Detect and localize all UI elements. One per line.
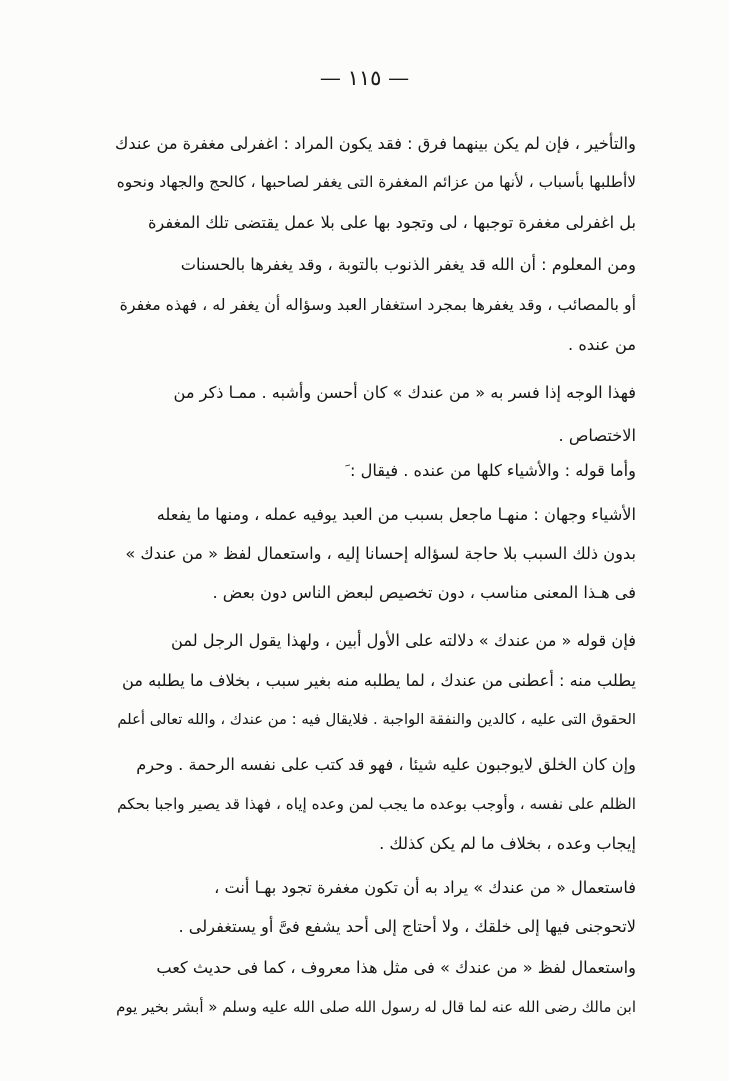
paragraph-6: [114, 633, 636, 728]
text-line: بل اغفرلى مغفرة توجبها ، لى وتجود بها على بلا عمل يقتضى تلك المغفرة: [147, 212, 636, 232]
text-line: ابن مالك رضى الله عنه لما قال له رسول الله صلى الله عليه وسلم « أبشر بخير يوم: [116, 998, 636, 1017]
text-line: لاأطلبها بأسباب ، لأنها من عزائم المغفرة التى يغفر لصاحبها ، كالحج والجهاد ونحوه: [116, 173, 636, 192]
text-line: أو بالمصائب ، وقد يغفرها بمجرد استغفار العبد وسؤاله أن يغفر له ، فهذه مغفرة: [119, 295, 636, 315]
text-line: وأما قوله : والأشياء كلها من عنده . فيقال : َ: [345, 461, 636, 480]
text-line: فاستعمال « من عندك » يراد به أن تكون مغفرة تجود بهـا أنت ،: [214, 878, 636, 897]
text-line: والتأخير ، فإن لم يكن بينهما فرق : فقد يكون المراد : اغفرلى مغفرة من عندك: [115, 134, 636, 153]
text-line: فهذا الوجه إذا فسر به « من عندك » كان أحسن وأشبه . ممـا ذكر من: [173, 383, 636, 402]
text-line: فى هـذا المعنى مناسب ، دون تخصيص لبعض الناس دون بعض .: [212, 583, 636, 603]
paragraph-1: [114, 136, 636, 231]
paragraph-4: [114, 463, 636, 479]
text-line: الظلم على نفسه ، وأوجب بوعده ما يجب لمن وعده إياه ، فهذا قد يصير واجبا بحكم: [117, 795, 636, 814]
text-line: ومن المعلوم : أن الله قد يغفر الذنوب بالتوبة ، وقد يغفرها بالحسنات: [180, 255, 636, 274]
text-line: الاختصاص .: [558, 426, 636, 446]
text-line: واستعمال لفظ « من عندك » فى مثل هذا معروف ، كما فى حديث كعب: [156, 958, 636, 977]
text-line: يطلب منه : أعطنى من عندك ، لما يطلبه منه بغير سبب ، بخلاف ما يطلبه من: [121, 671, 636, 691]
text-line: فإن قوله « من عندك » دلالته على الأول أبين ، ولهذا يقول الرجل لمن: [171, 631, 636, 650]
text-line: إيجاب وعده ، بخلاف ما لم يكن كذلك .: [379, 834, 636, 854]
text-line: الأشياء وجهان : منهـا ماجعل بسبب من العبد يوفيه عمله ، ومنها ما يفعله: [156, 505, 636, 524]
text-line: بدون ذلك السبب بلا حاجة لسؤاله إحسانا إليه ، واستعمال لفظ « من عندك »: [125, 544, 636, 564]
paragraph-3: [114, 385, 636, 444]
paragraph-2: [114, 257, 636, 353]
paragraph-8: [114, 880, 636, 935]
page-number: — ١١٥ —: [319, 66, 410, 90]
paragraph-7: [114, 757, 636, 853]
text-line: وإن كان الخلق لايوجبون عليه شيئا ، فهو قد كتب على نفسه الرحمة . وحرم: [136, 755, 636, 774]
text-line: الحقوق التى عليه ، كالدين والنفقة الواجبة . فلايقال فيه : من عندك ، والله تعالى أعلم: [117, 711, 636, 729]
text-line: من عنده .: [568, 335, 636, 354]
text-line: لاتحوجنى فيها إلى خلقك ، ولا أحتاج إلى أحد يشفع فىَّ أو يستغفرلى .: [178, 917, 636, 937]
paragraph-9: [114, 960, 636, 1015]
paragraph-5: [114, 507, 636, 602]
